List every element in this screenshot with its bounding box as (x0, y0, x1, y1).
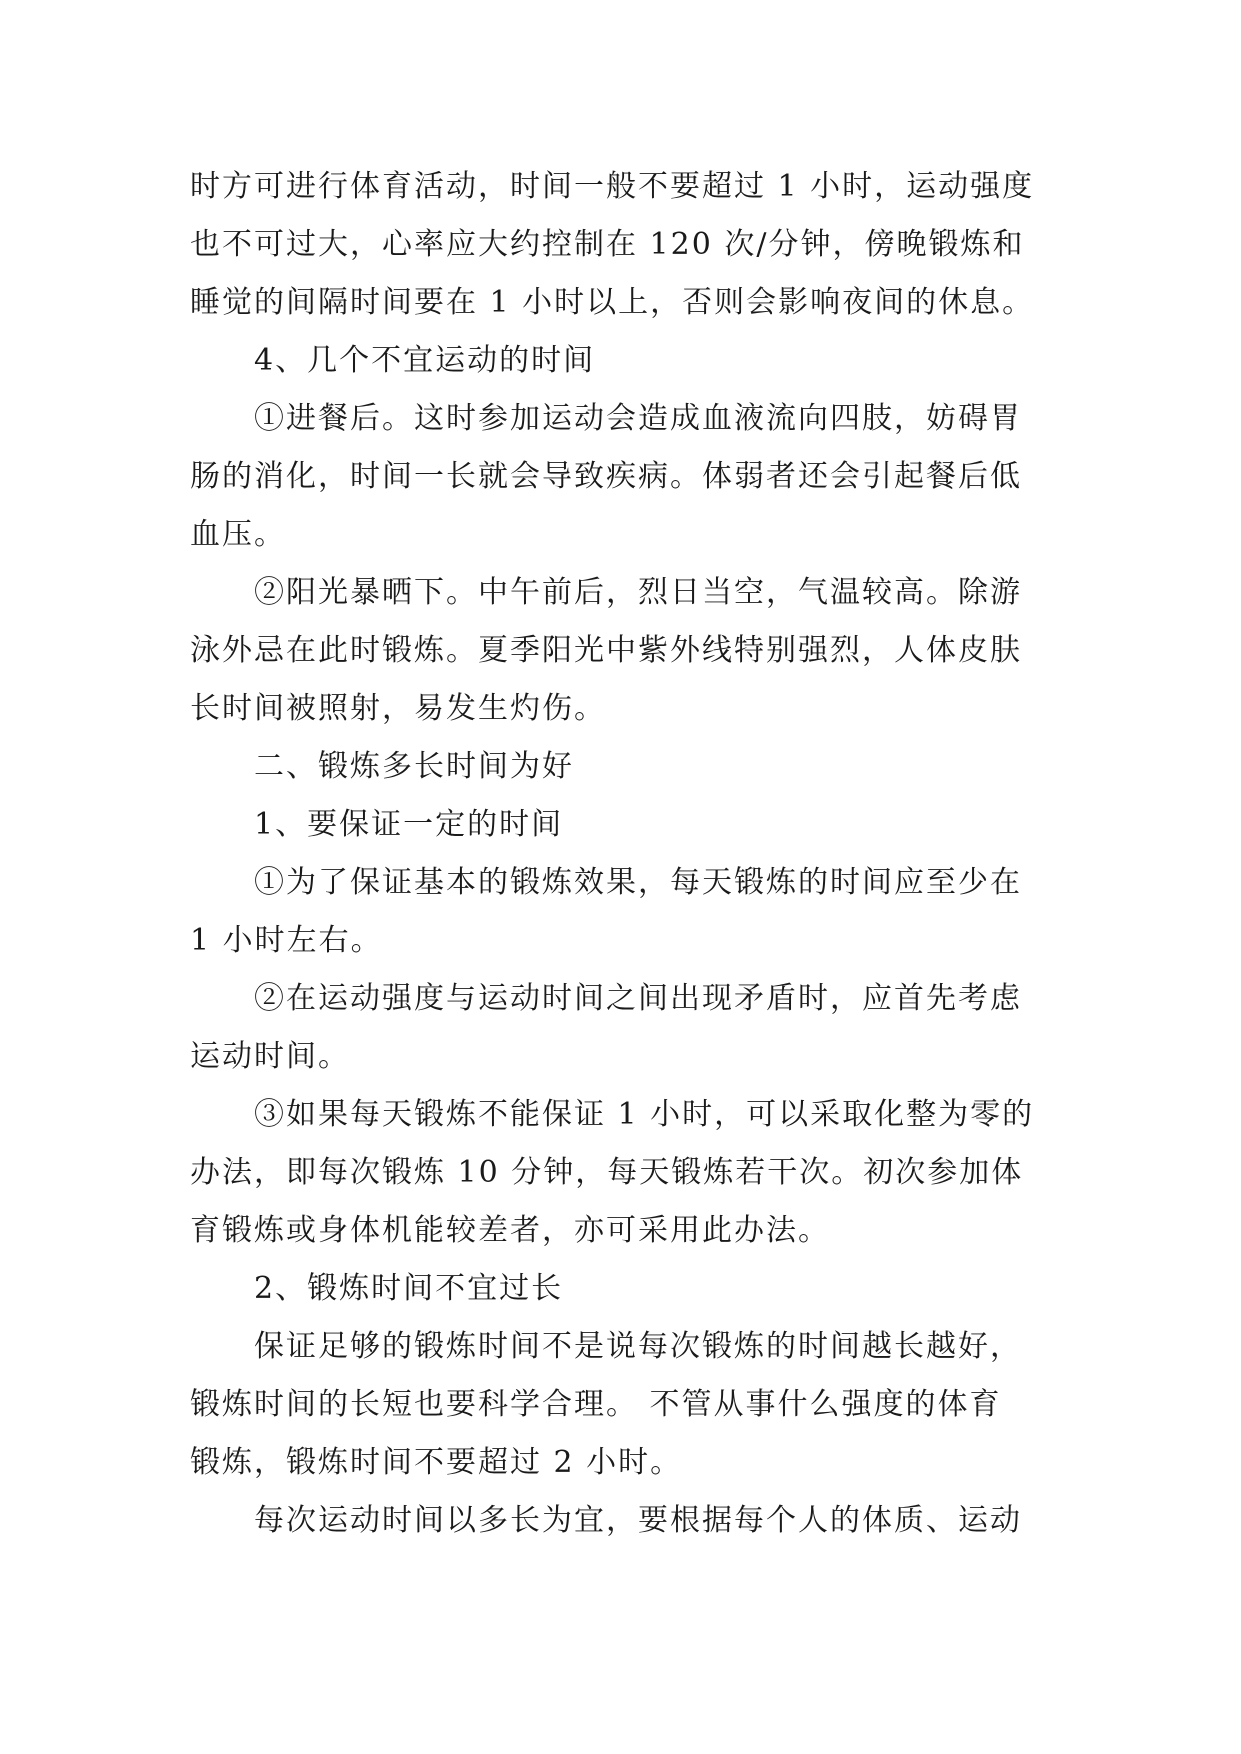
text-line: 长时间被照射，易发生灼伤。 (190, 691, 606, 726)
text-line: 保证足够的锻炼时间不是说每次锻炼的时间越长越好， (254, 1329, 1022, 1364)
text-line: 睡觉的间隔时间要在 1 小时以上，否则会影响夜间的休息。 (190, 285, 1035, 320)
text-line: 1 小时左右。 (190, 923, 383, 958)
text-line: 时方可进行体育活动，时间一般不要超过 1 小时，运动强度 (190, 169, 1035, 204)
text-line: 每次运动时间以多长为宜，要根据每个人的体质、运动 (254, 1503, 1022, 1538)
text-line: 肠的消化，时间一长就会导致疾病。体弱者还会引起餐后低 (190, 459, 1022, 494)
document-page (190, 158, 1070, 1550)
text-line: ①为了保证基本的锻炼效果，每天锻炼的时间应至少在 (254, 865, 1022, 900)
text-line: 血压。 (190, 517, 286, 552)
text-line: 也不可过大，心率应大约控制在 120 次/分钟，傍晚锻炼和 (190, 227, 1025, 262)
text-line: ③如果每天锻炼不能保证 1 小时，可以采取化整为零的 (254, 1097, 1035, 1132)
text-line: ②阳光暴晒下。中午前后，烈日当空，气温较高。除游 (254, 575, 1022, 610)
text-line: ②在运动强度与运动时间之间出现矛盾时，应首先考虑 (254, 981, 1022, 1016)
text-line: 办法，即每次锻炼 10 分钟，每天锻炼若干次。初次参加体 (190, 1155, 1024, 1190)
section-heading: 4、几个不宜运动的时间 (254, 343, 596, 378)
text-line: 育锻炼或身体机能较差者，亦可采用此办法。 (190, 1213, 830, 1248)
text-line: 锻炼时间的长短也要科学合理。 不管从事什么强度的体育 (190, 1387, 1002, 1422)
section-heading: 2、锻炼时间不宜过长 (254, 1271, 564, 1306)
section-heading: 1、要保证一定的时间 (254, 807, 564, 842)
text-line: 泳外忌在此时锻炼。夏季阳光中紫外线特别强烈，人体皮肤 (190, 633, 1022, 668)
text-line: 锻炼，锻炼时间不要超过 2 小时。 (190, 1445, 683, 1480)
text-line: 运动时间。 (190, 1039, 350, 1074)
text-line: ①进餐后。这时参加运动会造成血液流向四肢，妨碍胃 (254, 401, 1022, 436)
section-heading: 二、锻炼多长时间为好 (254, 749, 574, 784)
